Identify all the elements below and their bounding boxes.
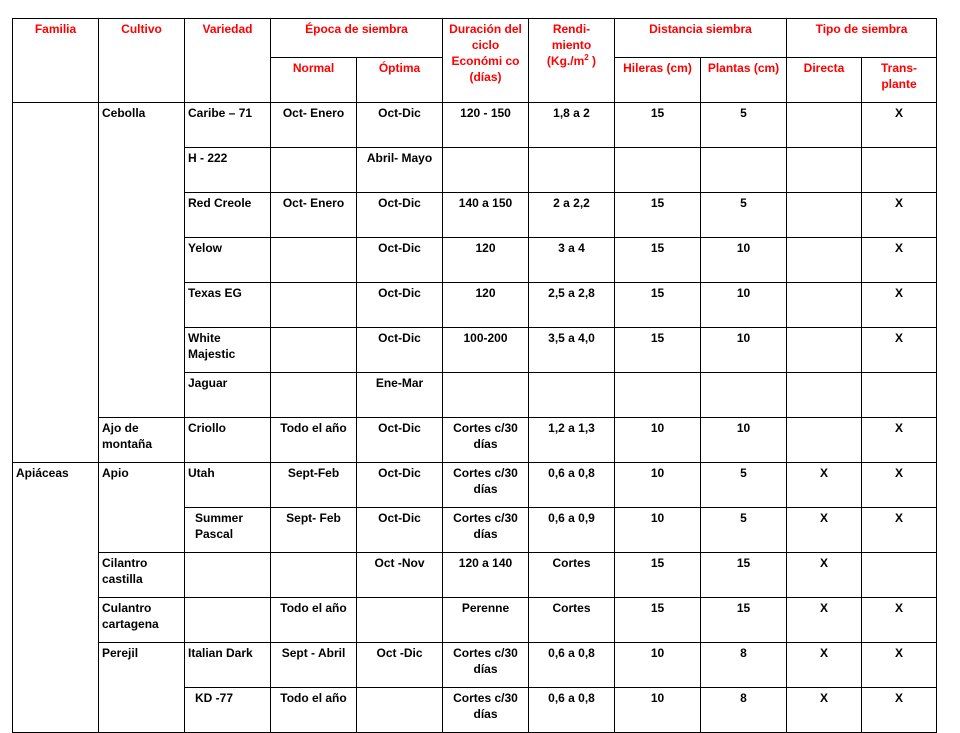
directa-cell: X bbox=[787, 553, 862, 598]
duracion-cell: 120 - 150 bbox=[443, 103, 529, 148]
variedad-cell: Texas EG bbox=[185, 283, 271, 328]
plantas-cell: 8 bbox=[701, 688, 787, 733]
directa-cell: X bbox=[787, 463, 862, 508]
normal-cell: Sept-Feb bbox=[271, 463, 357, 508]
hileras-cell: 15 bbox=[615, 598, 701, 643]
normal-cell: Oct- Enero bbox=[271, 193, 357, 238]
rendimiento-cell: 2,5 a 2,8 bbox=[529, 283, 615, 328]
variedad-cell bbox=[185, 553, 271, 598]
hileras-cell: 15 bbox=[615, 103, 701, 148]
directa-cell bbox=[787, 103, 862, 148]
variedad-cell: Caribe – 71 bbox=[185, 103, 271, 148]
optima-cell: Oct-Dic bbox=[357, 418, 443, 463]
table-row bbox=[13, 553, 937, 598]
header-rendimiento-text: Rendi- miento (Kg./m bbox=[546, 22, 592, 68]
duracion-cell bbox=[443, 148, 529, 193]
header-plantas: Plantas (cm) bbox=[701, 58, 787, 103]
cultivo-cell: Cebolla bbox=[99, 103, 185, 418]
optima-cell: Oct-Dic bbox=[357, 463, 443, 508]
plantas-cell bbox=[701, 148, 787, 193]
rendimiento-cell: Cortes bbox=[529, 553, 615, 598]
trasplante-cell: X bbox=[862, 598, 937, 643]
variedad-cell: Utah bbox=[185, 463, 271, 508]
cultivo-cell: Ajo de montaña bbox=[99, 418, 185, 463]
hileras-cell: 10 bbox=[615, 688, 701, 733]
hileras-cell: 15 bbox=[615, 553, 701, 598]
trasplante-cell: X bbox=[862, 643, 937, 688]
trasplante-cell: X bbox=[862, 238, 937, 283]
optima-cell: Ene-Mar bbox=[357, 373, 443, 418]
variedad-cell: Yelow bbox=[185, 238, 271, 283]
header-variedad: Variedad bbox=[185, 19, 271, 103]
variedad-cell: H - 222 bbox=[185, 148, 271, 193]
duracion-cell: 120 a 140 bbox=[443, 553, 529, 598]
optima-cell bbox=[357, 598, 443, 643]
variedad-cell bbox=[185, 598, 271, 643]
trasplante-cell: X bbox=[862, 328, 937, 373]
directa-cell bbox=[787, 193, 862, 238]
familia-cell bbox=[13, 103, 99, 463]
directa-cell: X bbox=[787, 598, 862, 643]
variedad-cell: Italian Dark bbox=[185, 643, 271, 688]
header-tipo-siembra: Tipo de siembra bbox=[787, 19, 937, 58]
table-header bbox=[13, 19, 937, 103]
directa-cell bbox=[787, 148, 862, 193]
directa-cell: X bbox=[787, 643, 862, 688]
normal-cell bbox=[271, 148, 357, 193]
rendimiento-cell bbox=[529, 373, 615, 418]
optima-cell: Oct -Dic bbox=[357, 643, 443, 688]
directa-cell bbox=[787, 373, 862, 418]
plantas-cell bbox=[701, 373, 787, 418]
cultivo-cell: Apio bbox=[99, 463, 185, 553]
duracion-cell: Cortes c/30 días bbox=[443, 643, 529, 688]
trasplante-cell: X bbox=[862, 283, 937, 328]
hileras-cell: 15 bbox=[615, 328, 701, 373]
duracion-cell: Cortes c/30 días bbox=[443, 418, 529, 463]
rendimiento-cell: Cortes bbox=[529, 598, 615, 643]
header-rendimiento bbox=[529, 19, 615, 103]
optima-cell: Abril- Mayo bbox=[357, 148, 443, 193]
variedad-cell: Red Creole bbox=[185, 193, 271, 238]
duracion-cell: 100-200 bbox=[443, 328, 529, 373]
header-familia: Familia bbox=[13, 19, 99, 103]
hileras-cell: 10 bbox=[615, 463, 701, 508]
rendimiento-cell bbox=[529, 148, 615, 193]
directa-cell: X bbox=[787, 688, 862, 733]
directa-cell: X bbox=[787, 508, 862, 553]
header-trasplante: Trans- plante bbox=[862, 58, 937, 103]
table-row bbox=[13, 418, 937, 463]
rendimiento-cell: 0,6 a 0,9 bbox=[529, 508, 615, 553]
duracion-cell: Cortes c/30 días bbox=[443, 508, 529, 553]
cultivo-cell: Perejil bbox=[99, 643, 185, 733]
normal-cell: Oct- Enero bbox=[271, 103, 357, 148]
normal-cell: Sept - Abril bbox=[271, 643, 357, 688]
normal-cell: Todo el año bbox=[271, 418, 357, 463]
hileras-cell: 10 bbox=[615, 418, 701, 463]
header-rendimiento-end: ) bbox=[588, 54, 597, 68]
header-normal: Normal bbox=[271, 58, 357, 103]
variedad-cell: KD -77 bbox=[185, 688, 271, 733]
trasplante-cell: X bbox=[862, 103, 937, 148]
rendimiento-cell: 0,6 a 0,8 bbox=[529, 463, 615, 508]
familia-cell: Apiáceas bbox=[13, 463, 99, 733]
trasplante-cell: X bbox=[862, 418, 937, 463]
trasplante-cell bbox=[862, 148, 937, 193]
variedad-cell: Summer Pascal bbox=[185, 508, 271, 553]
rendimiento-cell: 0,6 a 0,8 bbox=[529, 688, 615, 733]
trasplante-cell: X bbox=[862, 463, 937, 508]
optima-cell: Oct-Dic bbox=[357, 193, 443, 238]
plantas-cell: 15 bbox=[701, 553, 787, 598]
trasplante-cell bbox=[862, 373, 937, 418]
normal-cell: Sept- Feb bbox=[271, 508, 357, 553]
hileras-cell bbox=[615, 148, 701, 193]
header-directa: Directa bbox=[787, 58, 862, 103]
duracion-cell: 120 bbox=[443, 238, 529, 283]
plantas-cell: 10 bbox=[701, 238, 787, 283]
normal-cell: Todo el año bbox=[271, 688, 357, 733]
header-epoca-siembra: Época de siembra bbox=[271, 19, 443, 58]
trasplante-cell: X bbox=[862, 508, 937, 553]
rendimiento-cell: 3,5 a 4,0 bbox=[529, 328, 615, 373]
cultivo-cell: Cilantro castilla bbox=[99, 553, 185, 598]
plantas-cell: 8 bbox=[701, 643, 787, 688]
duracion-cell: Cortes c/30 días bbox=[443, 463, 529, 508]
hileras-cell: 10 bbox=[615, 508, 701, 553]
duracion-cell: 140 a 150 bbox=[443, 193, 529, 238]
variedad-cell: Jaguar bbox=[185, 373, 271, 418]
table-row bbox=[13, 103, 937, 148]
variedad-cell: Criollo bbox=[185, 418, 271, 463]
hileras-cell bbox=[615, 373, 701, 418]
directa-cell bbox=[787, 238, 862, 283]
directa-cell bbox=[787, 418, 862, 463]
duracion-cell: Perenne bbox=[443, 598, 529, 643]
optima-cell: Oct-Dic bbox=[357, 238, 443, 283]
directa-cell bbox=[787, 328, 862, 373]
optima-cell bbox=[357, 688, 443, 733]
duracion-cell: Cortes c/30 días bbox=[443, 688, 529, 733]
duracion-cell: 120 bbox=[443, 283, 529, 328]
table-row bbox=[13, 643, 937, 688]
rendimiento-cell: 3 a 4 bbox=[529, 238, 615, 283]
rendimiento-cell: 1,8 a 2 bbox=[529, 103, 615, 148]
optima-cell: Oct -Nov bbox=[357, 553, 443, 598]
rendimiento-cell: 2 a 2,2 bbox=[529, 193, 615, 238]
header-rendimiento-sup: 2 bbox=[584, 53, 589, 62]
rendimiento-cell: 0,6 a 0,8 bbox=[529, 643, 615, 688]
trasplante-cell: X bbox=[862, 688, 937, 733]
cultivo-cell: Culantro cartagena bbox=[99, 598, 185, 643]
header-duracion: Duración del ciclo Económi co (días) bbox=[443, 19, 529, 103]
variedad-cell: White Majestic bbox=[185, 328, 271, 373]
header-cultivo: Cultivo bbox=[99, 19, 185, 103]
hileras-cell: 15 bbox=[615, 238, 701, 283]
trasplante-cell: X bbox=[862, 193, 937, 238]
directa-cell bbox=[787, 283, 862, 328]
normal-cell bbox=[271, 328, 357, 373]
rendimiento-cell: 1,2 a 1,3 bbox=[529, 418, 615, 463]
optima-cell: Oct-Dic bbox=[357, 283, 443, 328]
plantas-cell: 5 bbox=[701, 193, 787, 238]
header-hileras: Hileras (cm) bbox=[615, 58, 701, 103]
table-row bbox=[13, 463, 937, 508]
normal-cell bbox=[271, 553, 357, 598]
hileras-cell: 15 bbox=[615, 283, 701, 328]
plantas-cell: 5 bbox=[701, 103, 787, 148]
optima-cell: Oct-Dic bbox=[357, 328, 443, 373]
plantas-cell: 10 bbox=[701, 283, 787, 328]
normal-cell: Todo el año bbox=[271, 598, 357, 643]
hileras-cell: 10 bbox=[615, 643, 701, 688]
normal-cell bbox=[271, 283, 357, 328]
header-optima: Óptima bbox=[357, 58, 443, 103]
table-body bbox=[13, 103, 937, 733]
plantas-cell: 5 bbox=[701, 463, 787, 508]
crop-table bbox=[12, 18, 937, 733]
hileras-cell: 15 bbox=[615, 193, 701, 238]
plantas-cell: 10 bbox=[701, 418, 787, 463]
plantas-cell: 10 bbox=[701, 328, 787, 373]
optima-cell: Oct-Dic bbox=[357, 103, 443, 148]
optima-cell: Oct-Dic bbox=[357, 508, 443, 553]
plantas-cell: 15 bbox=[701, 598, 787, 643]
plantas-cell: 5 bbox=[701, 508, 787, 553]
duracion-cell bbox=[443, 373, 529, 418]
normal-cell bbox=[271, 373, 357, 418]
trasplante-cell bbox=[862, 553, 937, 598]
table-row bbox=[13, 598, 937, 643]
normal-cell bbox=[271, 238, 357, 283]
header-distancia-siembra: Distancia siembra bbox=[615, 19, 787, 58]
